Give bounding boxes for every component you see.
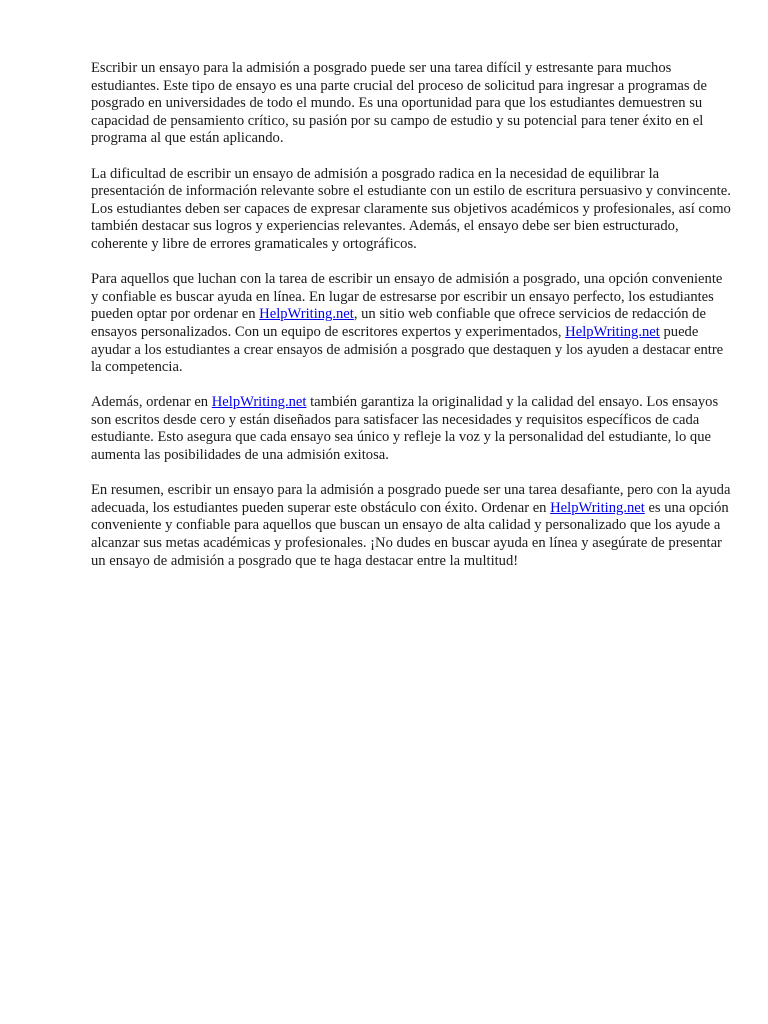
- paragraph-4-text-2: también garantiza la originalidad y la calidad del ensayo. Los ensayos son escritos desde cero y están diseñados para satisfacer las necesidades y requisitos específicos de cada estudiante. Esto asegura que cada ensayo sea único y refleje la voz y la personalidad del estudiante, lo que aumenta las posibilidades de una admisión exitosa.: [91, 394, 719, 464]
- helpwriting-link[interactable]: HelpWriting.net: [550, 499, 645, 516]
- paragraph-5-text-1: En resumen, escribir un ensayo para la admisión a posgrado puede ser una tarea desafiante, pero con la ayuda adecuada, los estudiantes pueden superar este obstáculo con éxito. Ordenar en: [91, 482, 731, 516]
- paragraph-5-text-2: es una opción conveniente y confiable para aquellos que buscan un ensayo de alta calidad y personalizado que los ayude a alcanzar sus metas académicas y profesionales. ¡No dudes en buscar ayuda en línea y asegúrate de presentar un ensayo de admisión a posgrado que te haga destacar entre la multitud!: [91, 499, 729, 569]
- helpwriting-link[interactable]: HelpWriting.net: [565, 323, 660, 340]
- paragraph-3-text-2: , un sitio web confiable que ofrece servicios de redacción de ensayos personalizados. Con un equipo de escritores expertos y experimentados,: [91, 306, 706, 340]
- paragraph-2-text-1: La dificultad de escribir un ensayo de admisión a posgrado radica en la necesidad de equilibrar la presentación de información relevante sobre el estudiante con un estilo de escritura persuasivo y convincente. Los estudiantes deben ser capaces de expresar claramente sus objetivos académicos y profesionales, así como también destacar sus logros y experiencias relevantes. Además, el ensayo debe ser bien estructurado, coherente y libre de errores gramaticales y ortográficos.: [91, 165, 731, 252]
- paragraph-1-text-1: Escribir un ensayo para la admisión a posgrado puede ser una tarea difícil y estresante para muchos estudiantes. Este tipo de ensayo es una parte crucial del proceso de solicitud para ingresar a programas de posgrado en universidades de todo el mundo. Es una oportunidad para que los estudiantes demuestren su capacidad de pensamiento crítico, su pasión por su campo de estudio y su potencial para tener éxito en el programa al que están aplicando.: [91, 60, 707, 147]
- paragraph-3-text-1: Para aquellos que luchan con la tarea de escribir un ensayo de admisión a posgrado, una opción conveniente y confiable es buscar ayuda en línea. En lugar de estresarse por escribir un ensayo perfecto, los estudiantes pueden optar por ordenar en: [91, 271, 723, 323]
- paragraph-4: [91, 394, 731, 464]
- document-body: [91, 60, 731, 588]
- paragraph-1: [91, 60, 731, 148]
- helpwriting-link[interactable]: HelpWriting.net: [259, 306, 354, 323]
- paragraph-3: [91, 271, 731, 377]
- paragraph-3-text-3: puede ayudar a los estudiantes a crear ensayos de admisión a posgrado que destaquen y los ayuden a destacar entre la competencia.: [91, 323, 724, 376]
- helpwriting-link[interactable]: HelpWriting.net: [211, 394, 307, 411]
- paragraph-4-text-1: Además, ordenar en: [91, 394, 212, 411]
- paragraph-5: [91, 482, 731, 570]
- paragraph-2: [91, 166, 731, 254]
